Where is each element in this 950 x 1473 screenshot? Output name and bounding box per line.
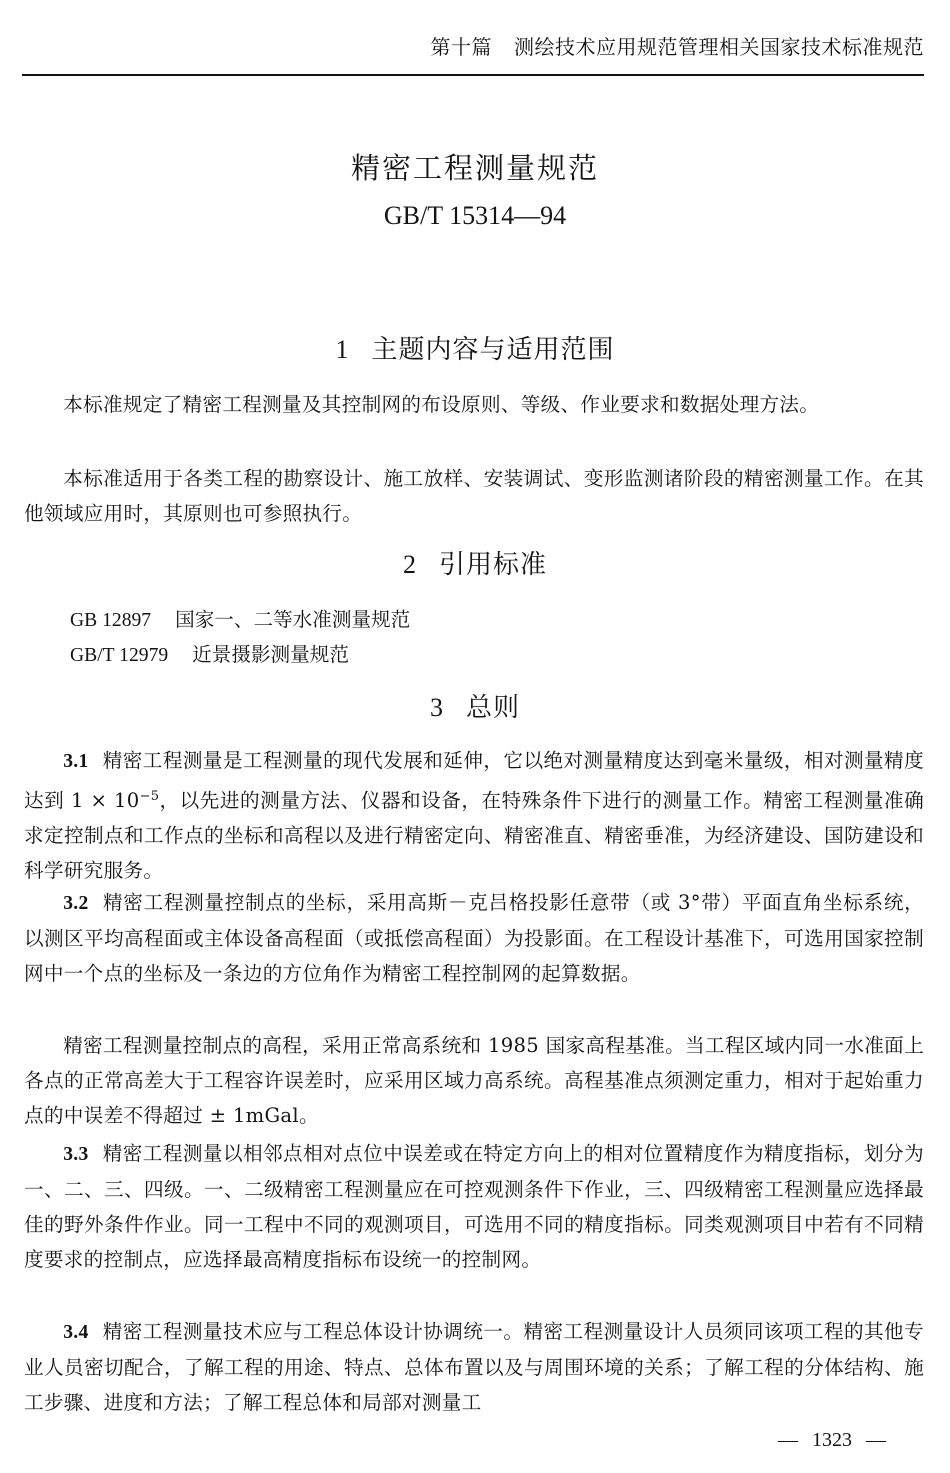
clause-number: 3.2 [63,893,89,914]
reference-item [70,602,410,638]
section-title: 主题内容与适用范围 [371,335,615,365]
reference-title: 近景摄影测量规范 [192,643,349,666]
clause-text: 精密工程测量技术应与工程总体设计协调统一。精密工程测量设计人员须同该项工程的其他专业人员密切配合，了解工程的用途、特点、总体布置以及与周围环境的关系；了解工程的分体结构、施工步骤、进度和方法；了解工程总体和局部对测量工 [24,1320,924,1414]
reference-code: GB 12897 [70,610,152,631]
clause-exponent: −5 [139,789,160,804]
clause-number: 3.3 [63,1144,89,1165]
clause-text: 精密工程测量是工程测量的现代发展和延伸，它以绝对测量精度达到毫米量级，相对测量精度达到 1 × 10 [24,749,924,812]
section-number: 3 [429,693,444,722]
document-code: GB/T 15314—94 [383,201,567,230]
clause-3-3 [24,1136,924,1277]
paragraph: 本标准适用于各类工程的勘察设计、施工放样、安装调试、变形监测诸阶段的精密测量工作。在其他领域应用时，其原则也可参照执行。 [24,467,924,525]
clause-number: 3.1 [63,751,89,772]
reference-item [70,637,349,673]
clause-3-4 [24,1314,924,1420]
reference-title: 国家一、二等水准测量规范 [175,608,411,631]
paragraph: 精密工程测量控制点的高程，采用正常高系统和 1985 国家高程基准。当工程区域内同一水准面上各点的正常高差大于工程容许误差时，应采用区域力高系统。高程基准点须测定重力，相对于起始重力点的中误差不得超过 ± 1mGal。 [24,1034,924,1127]
section-title: 总则 [465,693,520,723]
page-number: 1323 [812,1429,852,1451]
section-heading-3 [0,688,950,728]
clause-number: 3.4 [63,1322,89,1343]
folio-dash: — [778,1429,798,1451]
document-title: 精密工程测量规范 [350,151,599,185]
section-title: 引用标准 [438,550,547,580]
clause-3-1 [24,743,924,888]
section-number: 2 [402,550,417,579]
folio-dash: — [866,1429,886,1451]
clause-text: 精密工程测量控制点的坐标，采用高斯－克吕格投影任意带（或 3°带）平面直角坐标系统，以测区平均高程面或主体设备高程面（或抵偿高程面）为投影面。在工程设计基准下，可选用国家控制网中一个点的坐标及一条边的方位角作为精密工程控制网的起算数据。 [24,891,924,985]
section-heading-1 [0,330,950,370]
page-number-footer [764,1425,900,1455]
running-header-title: 测绘技术应用规范管理相关国家技术标准规范 [514,35,924,59]
section-heading-2 [0,545,950,585]
running-header [22,30,924,76]
running-header-part: 第十篇 [430,35,492,59]
clause-text: 精密工程测量以相邻点相对点位中误差或在特定方向上的相对位置精度作为精度指标，划分为一、二、三、四级。一、二级精密工程测量应在可控观测条件下作业，三、四级精密工程测量应选择最佳的野外条件作业。同一工程中不同的观测项目，可选用不同的精度指标。同类观测项目中若有不同精度要求的控制点，应选择最高精度指标布设统一的控制网。 [24,1142,924,1271]
reference-code: GB/T 12979 [70,645,169,666]
section-number: 1 [335,335,350,364]
clause-text: ，以先进的测量方法、仪器和设备，在特殊条件下进行的测量工作。精密工程测量准确求定控制点和工作点的坐标和高程以及进行精密定向、精密准直、精密垂准，为经济建设、国防建设和科学研究服务。 [24,789,925,882]
paragraph: 本标准规定了精密工程测量及其控制网的布设原则、等级、作业要求和数据处理方法。 [63,393,820,416]
clause-3-2 [24,885,924,991]
